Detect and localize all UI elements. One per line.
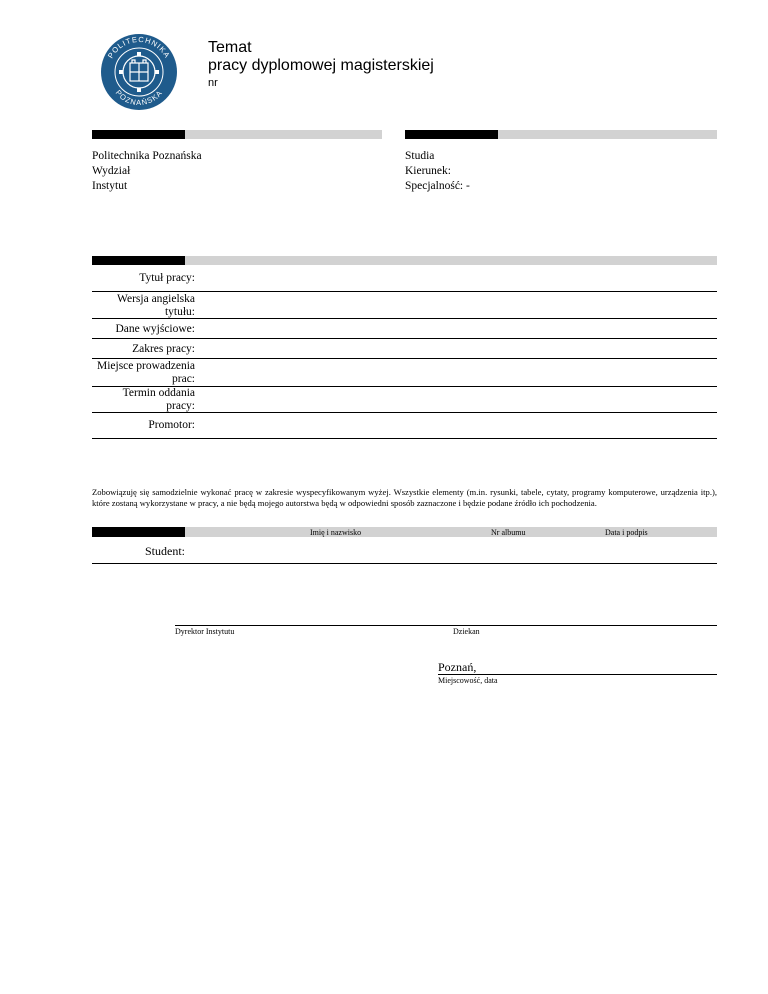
field-divider [92,412,717,413]
document-subtitle: pracy dyplomowej magisterskiej [208,57,434,74]
place-date-line [438,674,717,675]
studies-label: Studia [405,150,435,162]
faculty-label: Wydział [92,165,131,177]
student-row-label: Student: [145,544,186,558]
field-scope-label: Zakres pracy: [132,343,195,355]
field-divider [92,358,717,359]
section-bar-thesis [92,256,717,265]
field-deadline-label: Termin oddania pracy: [122,387,195,412]
place-date-caption: Miejscowość, data [438,676,498,685]
student-row-divider [92,563,717,564]
field-english-title-label: Wersja angielska tytułu: [117,293,195,318]
studies-info [405,149,470,194]
logo-text-top: POLITECHNIKA [105,34,173,60]
document-number-label: nr [208,77,218,89]
section-bar-left [92,130,382,139]
institute-label: Instytut [92,180,128,192]
university-seal-icon [91,30,187,110]
document-title: Temat [208,39,252,56]
logo-text-bottom: POZNAŃSKA [113,88,165,108]
field-divider [92,338,717,339]
university-name: Politechnika Poznańska [92,150,202,162]
column-name-header: Imię i nazwisko [310,528,362,537]
field-location-label: Miejsce prowadzenia prac: [96,360,195,385]
field-divider [92,318,717,319]
field-title-label: Tytuł pracy: [139,272,195,284]
field-supervisor-label: Promotor: [148,419,195,431]
dean-caption: Dziekan [453,627,480,636]
section-bar-right [405,130,717,139]
director-caption: Dyrektor Instytutu [175,627,235,636]
city-label: Poznań, [438,660,477,674]
direction-label: Kierunek: [405,165,451,177]
column-date-header: Data i podpis [605,528,648,537]
signature-line [175,625,717,626]
university-info [92,149,202,194]
declaration-text: Zobowiązuję się samodzielnie wykonać pracę w zakresie wyspecyfikowanym wyżej. Wszystkie elementy (m.in. rysunki, tabele, cytaty, programy komputerowe, urządzenia itp.), które zostaną wykorzystane w pracy, a nie będą mojego autorstwa będą w odpowiedni sposób zaznaczone i będzie podane źródło ich pochodzenia. [92,487,717,508]
field-divider [92,438,717,439]
field-divider [92,291,717,292]
column-album-header: Nr albumu [491,528,526,537]
specialization-label: Specjalność: - [405,180,470,192]
field-input-data-label: Dane wyjściowe: [115,323,195,335]
